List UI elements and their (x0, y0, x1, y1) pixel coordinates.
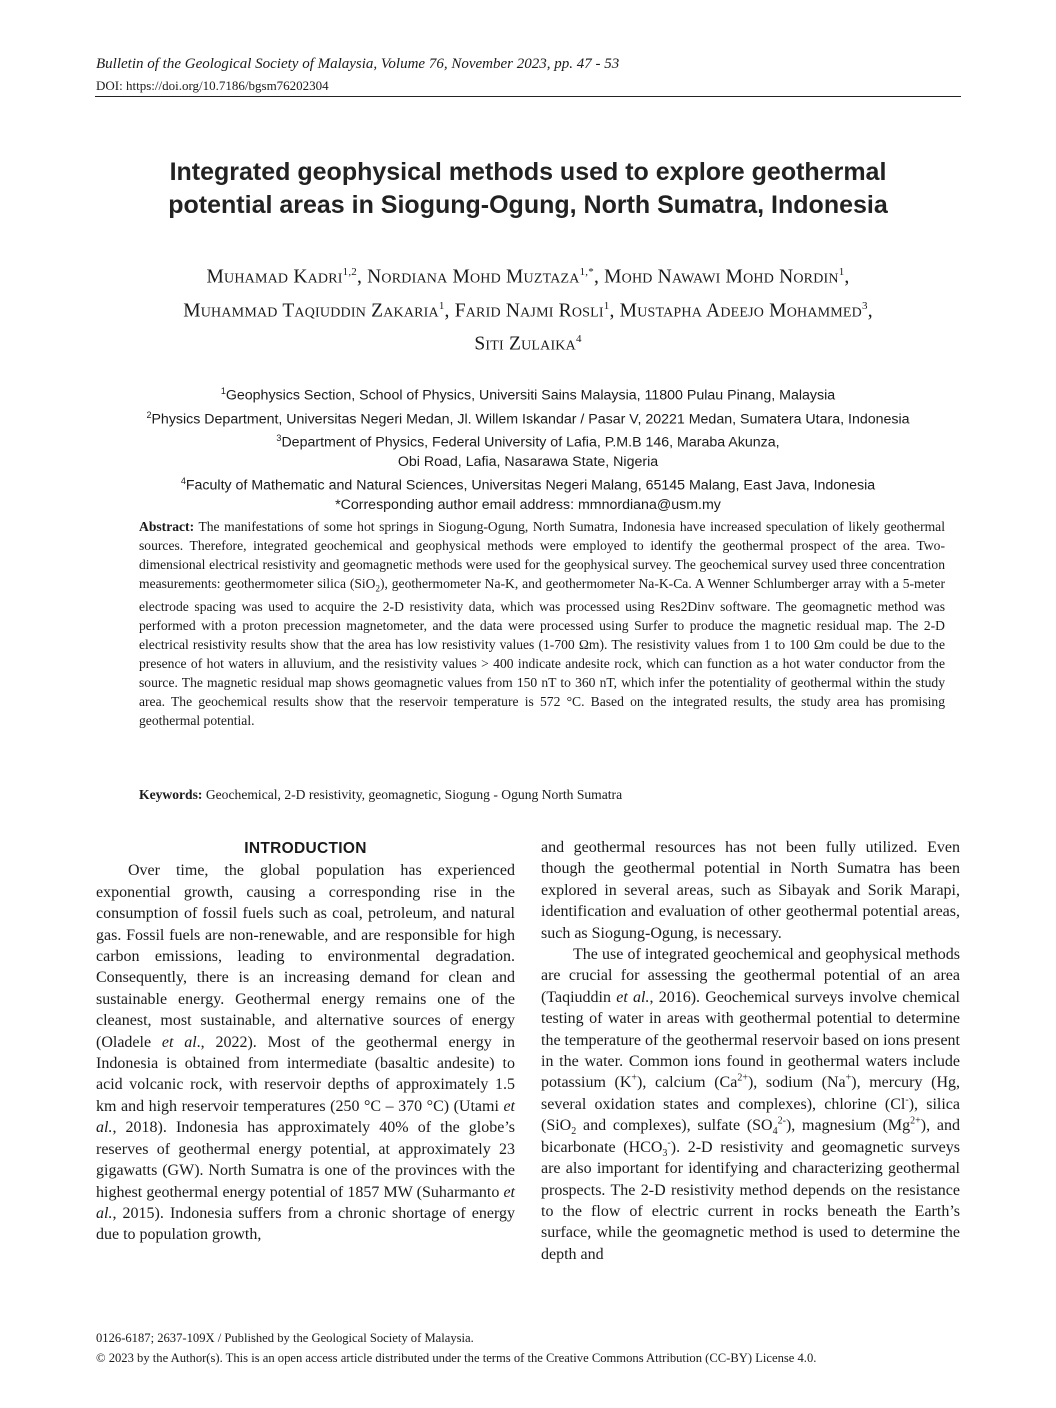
affiliation-1: $^1$Geophysics Section, School of Physics, Universiti Sains Malaysia, 11800 Pulau Pinang, Malaysia (220, 386, 836, 404)
keywords: Keywords: Geochemical, 2-D resistivity, geomagnetic, Siogung - Ogung North Sumatra (139, 787, 623, 802)
author-affil-sup: 4 (575, 333, 582, 345)
author-affil-sup: 1 (438, 299, 445, 312)
author-name: Farid Najmi Rosli (454, 300, 604, 321)
doi-line[interactable]: DOI: https://doi.org/10.7186/bgsm76202304 (96, 78, 329, 93)
footer-issn: 0126-6187; 2637-109X / Published by the Geological Society of Malaysia. (96, 1331, 474, 1345)
title-line-2: potential areas in Siogung-Ogung, North Sumatra, Indonesia (168, 191, 888, 219)
abstract: Abstract: The manifestations of some hot springs in Siogung-Ogung, North Sumatra, Indonesia have increased speculation of likely geothermal sources. Therefore, integrated geochemical and geophysical methods were employed to identify the geothermal prospect of the area. Two-dimensional electrical resistivity and geomagnetic methods were used for the geophysical survey. The geochemical survey used three concentration measurements: geothermometer silica (SiO$_2$), geothermometer Na-K, and geothermometer Na-K-Ca. A Wenner Schlumberger array with a 5-meter electrode spacing was used to acquire the 2-D resistivity data, which was processed using Res2Dinv software. The geomagnetic method was performed with a proton precession magnetometer, and the data were processed using Surfer to produce the magnetic residual map. The 2-D electrical resistivity results show that the area has low resistivity values (1-700 Ωm). The resistivity values from 1 to 100 Ωm could be due to the presence of hot waters in alluvium, and the resistivity values > 400 indicate andesite rock, which can function as a hot water conductor from the source. The magnetic residual map shows geomagnetic values from 150 nT to 360 nT, which infer the potentiality of geothermal within the study area. The geochemical results show that the reservoir temperature is 572 °C. Based on the integrated results, the study area has promising geothermal potential. (139, 519, 945, 728)
paper-title (90, 156, 966, 222)
author-name: Muhamad Kadri (206, 266, 343, 288)
author-name: Muhammad Taqiuddin Zakaria (183, 300, 439, 321)
author-name: Siti Zulaika (474, 333, 576, 355)
intro-paragraph-1: Over time, the global population has experienced exponential growth, causing a corresponding rise in the consumption of fossil fuels such as coal, petroleum, and natural gas. Fossil fuels are non-renewable, and are responsible for high carbon emissions, leading to environmental degradation. Consequently, there is an increasing demand for clean and sustainable energy. Geothermal energy remains one of the cleanest, most sustainable, and alternative sources of energy (Oladele et al., 2022). Most of the geothermal energy in Indonesia is obtained from intermediate (basaltic andesite) to acid volcanic rock, with reservoir depths of approximately 1.5 km and high reservoir temperatures (250 °C – 370 °C) (Utami et al., 2018). Indonesia has approximately 40% of the globe’s reserves of geothermal energy potential, at approximately 23 gigawatts (GW). North Sumatra is one of the provinces with the highest geothermal energy potential of 1857 MW (Suharmanto et al., 2015). Indonesia suffers from a chronic shortage of energy due to population growth, (96, 862, 515, 1244)
affiliation-2: $^2$Physics Department, Universitas Negeri Medan, Jl. Willem Iskandar / Pasar V, 20221 Medan, Sumatera Utara, Indonesia (146, 409, 910, 428)
author-name: Mohd Nawawi Mohd Nordin (604, 266, 839, 288)
abstract-label: Abstract: (139, 519, 195, 534)
author-name: Mustapha Adeejo Mohammed (619, 300, 862, 321)
author-name: Nordiana Mohd Muztaza (367, 266, 580, 288)
author-affil-sup: 1,2 (342, 266, 357, 278)
author-affil-sup: 1,* (579, 266, 594, 278)
journal-citation: Bulletin of the Geological Society of Malaysia, Volume 76, November 2023, pp. 47 - 53 (96, 56, 620, 72)
author-line-3 (90, 325, 966, 359)
section-heading-introduction: INTRODUCTION (244, 840, 367, 857)
intro-paragraph-2: The use of integrated geochemical and geophysical methods are crucial for assessing the geothermal potential of an area (Taqiuddin et al., 2016). Geochemical surveys involve chemical testing of water in areas with geothermal potential to determine the temperature of the geothermal reservoir based on ions present in the water. Common ions found in geothermal waters include potassium (K+), calcium $(Ca^{2+})$, sodium (Na+), mercury (Hg, several oxidation states and complexes), chlorine (Cl-), silica (SiO$_2$ and complexes), sulfate $(SO_4^{2-})$, magnesium $(Mg^{2+})$, and bicarbonate $(HCO_3^-)$. 2-D resistivity and geomagnetic surveys are also important for identifying and characterizing geothermal prospects. The 2-D resistivity method depends on the resistance to the flow of electric current in rocks beneath the Earth’s surface, while the geomagnetic method is used to determine the depth and (541, 946, 961, 1263)
left-column (96, 838, 515, 1246)
affiliation-4: $^4$Faculty of Mathematic and Natural Sciences, Universitas Negeri Malang, 65145 Malang, East Java, Indonesia (180, 476, 876, 494)
keywords-label: Keywords: (139, 787, 203, 802)
affiliations (90, 382, 966, 515)
affiliation-3-cont: Obi Road, Lafia, Nasarawa State, Nigeria (397, 454, 659, 471)
header-rule (95, 96, 961, 97)
author-line-1: Muhamad Kadri$^{1,2}$, Nordiana Mohd Muztaza$^{1,*}$, Mohd Nawawi Mohd Nordin$^1$, (206, 266, 850, 288)
right-column (541, 837, 960, 1265)
title-line-1: Integrated geophysical methods used to explore geothermal (169, 158, 887, 186)
corresponding-author: *Corresponding author email address: mmnordiana@usm.my (335, 496, 721, 513)
author-affil-sup: 1 (603, 299, 610, 312)
intro-paragraph-1-continued: and geothermal resources has not been fully utilized. Even though the geothermal potential in North Sumatra has been explored in several areas, such as Sibayak and Sorik Marapi, identification and evaluation of other geothermal potential areas, such as Siogung-Ogung, is necessary. (541, 839, 960, 942)
affiliation-3: $^3$Department of Physics, Federal University of Lafia, P.M.B 146, Maraba Akunza, (276, 433, 780, 452)
author-affil-sup: 1 (838, 266, 845, 278)
author-line-2: Muhammad Taqiuddin Zakaria$^1$, Farid Najmi Rosli$^1$, Mustapha Adeejo Mohammed$^3$, (183, 299, 873, 321)
footer-license: © 2023 by the Author(s). This is an open access article distributed under the terms of the Creative Commons Attribution (CC-BY) License 4.0. (96, 1351, 817, 1365)
author-list (90, 258, 966, 359)
author-affil-sup: 3 (862, 299, 868, 312)
